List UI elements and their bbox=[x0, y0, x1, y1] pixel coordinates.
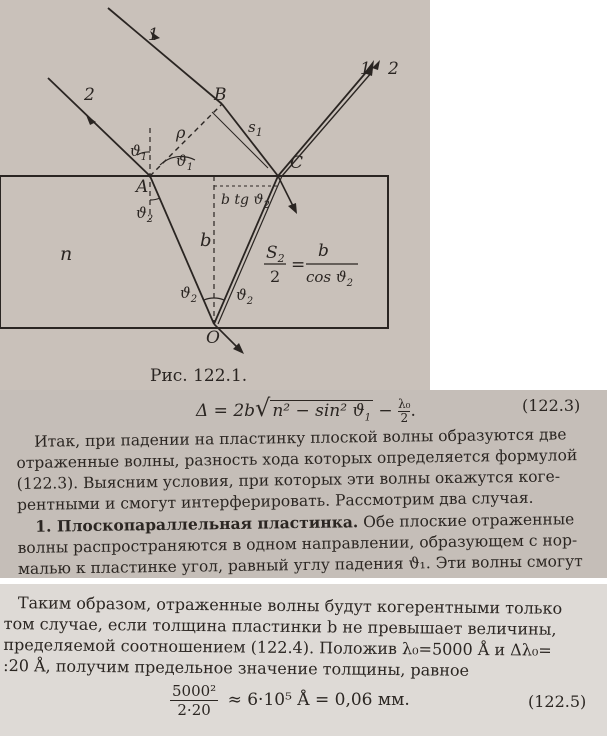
paragraph-1-line: (122.3). Выясним условия, при которых эти волны окажутся коге- bbox=[16, 467, 561, 493]
paragraph-3-line: Таким образом, отраженные волны будут когерентными только bbox=[17, 593, 563, 618]
svg-text:b: b bbox=[318, 241, 329, 261]
incident-ray-1 bbox=[108, 8, 222, 104]
text-fragment-middle bbox=[0, 390, 607, 578]
label-point-c: C bbox=[290, 153, 304, 173]
section-1-line: волны распространяются в одном направлении, образующем с нор- bbox=[17, 531, 578, 557]
paragraph-1-line: отраженные волны, разность хода которых определяется формулой bbox=[16, 446, 578, 472]
label-b: b bbox=[200, 230, 212, 251]
svg-text:=: = bbox=[291, 255, 306, 275]
label-s1: $s_1$ bbox=[248, 118, 263, 139]
figure-caption: Рис. 122.1. bbox=[150, 366, 248, 386]
plate-outline bbox=[0, 176, 388, 328]
label-btg: b tg $ϑ_2$ bbox=[221, 192, 270, 211]
label-point-b: B bbox=[214, 85, 227, 105]
label-point-o: O bbox=[206, 328, 220, 348]
paragraph-3-line: пределяемой соотношением (122.4). Положив λ₀=5000 Å и Δλ₀= bbox=[3, 634, 552, 660]
paragraph-1-line: Итак, при падении на пластинку плоской волны образуются две bbox=[34, 425, 567, 451]
svg-text:2: 2 bbox=[270, 267, 281, 286]
label-ray-2-out: 2 bbox=[388, 59, 399, 79]
equation-number-122-3: (122.3) bbox=[522, 396, 581, 415]
label-ray-2: 2 bbox=[84, 85, 95, 105]
half-path-formula bbox=[264, 241, 358, 289]
figure-122-1 bbox=[0, 0, 430, 392]
label-ray-1: 1 bbox=[148, 25, 159, 45]
section-heading: 1. Плоскопараллельная пластинка. bbox=[35, 512, 359, 536]
label-theta2-a: $ϑ_2$ bbox=[136, 204, 154, 225]
label-theta2-o-right: $ϑ_2$ bbox=[236, 286, 254, 307]
label-ray-1-out: 1 bbox=[360, 59, 371, 79]
formula-122-3: Δ = 2b√ n² − sin² $ϑ_1$ − $\frac{\text{λ₀}}{2}$ . bbox=[196, 394, 416, 425]
label-index-n: n bbox=[60, 243, 73, 265]
svg-text:S2: $S_2$ bbox=[266, 243, 285, 265]
paragraph-1-line: рентными и смогут интерферировать. Рассмотрим два случая. bbox=[16, 488, 534, 514]
label-theta2-o-left: $ϑ_2$ bbox=[180, 284, 198, 305]
section-1-heading-line: 1. Плоскопараллельная пластинка. Обе плоские отраженные bbox=[35, 510, 575, 536]
label-point-a: A bbox=[136, 177, 149, 197]
label-theta1-b: $ϑ_1$ bbox=[176, 152, 194, 173]
transmitted-ray-c bbox=[278, 176, 294, 208]
equation-number-122-5: (122.5) bbox=[528, 692, 587, 711]
paragraph-3-line: :20 Å, получим предельное значение толщины, равное bbox=[3, 655, 470, 680]
label-theta1-a: $ϑ_1$ bbox=[130, 142, 148, 163]
paragraph-3 bbox=[3, 592, 562, 682]
formula-122-5: $\frac{\text{5000²}}{2\cdot 20}$ ≈ 6·10⁵ Å = 0,06 мм. bbox=[172, 682, 410, 719]
paragraph-1 bbox=[16, 424, 583, 578]
label-rho: ρ bbox=[176, 123, 186, 142]
incident-ray-2 bbox=[48, 78, 150, 176]
svg-text:cos ϑ2: $\cos ϑ_2$ bbox=[306, 268, 353, 289]
section-1-line: малью к пластинке угол, равный углу падения ϑ₁. Эти волны смогут bbox=[17, 552, 583, 578]
s1-segment bbox=[212, 112, 268, 168]
figure-fragment bbox=[0, 0, 430, 392]
angle-arc-2 bbox=[150, 198, 160, 200]
paragraph-3-line: том случае, если толщина пластинки b не превышает величины, bbox=[3, 613, 557, 639]
text-fragment-bottom bbox=[0, 584, 607, 736]
